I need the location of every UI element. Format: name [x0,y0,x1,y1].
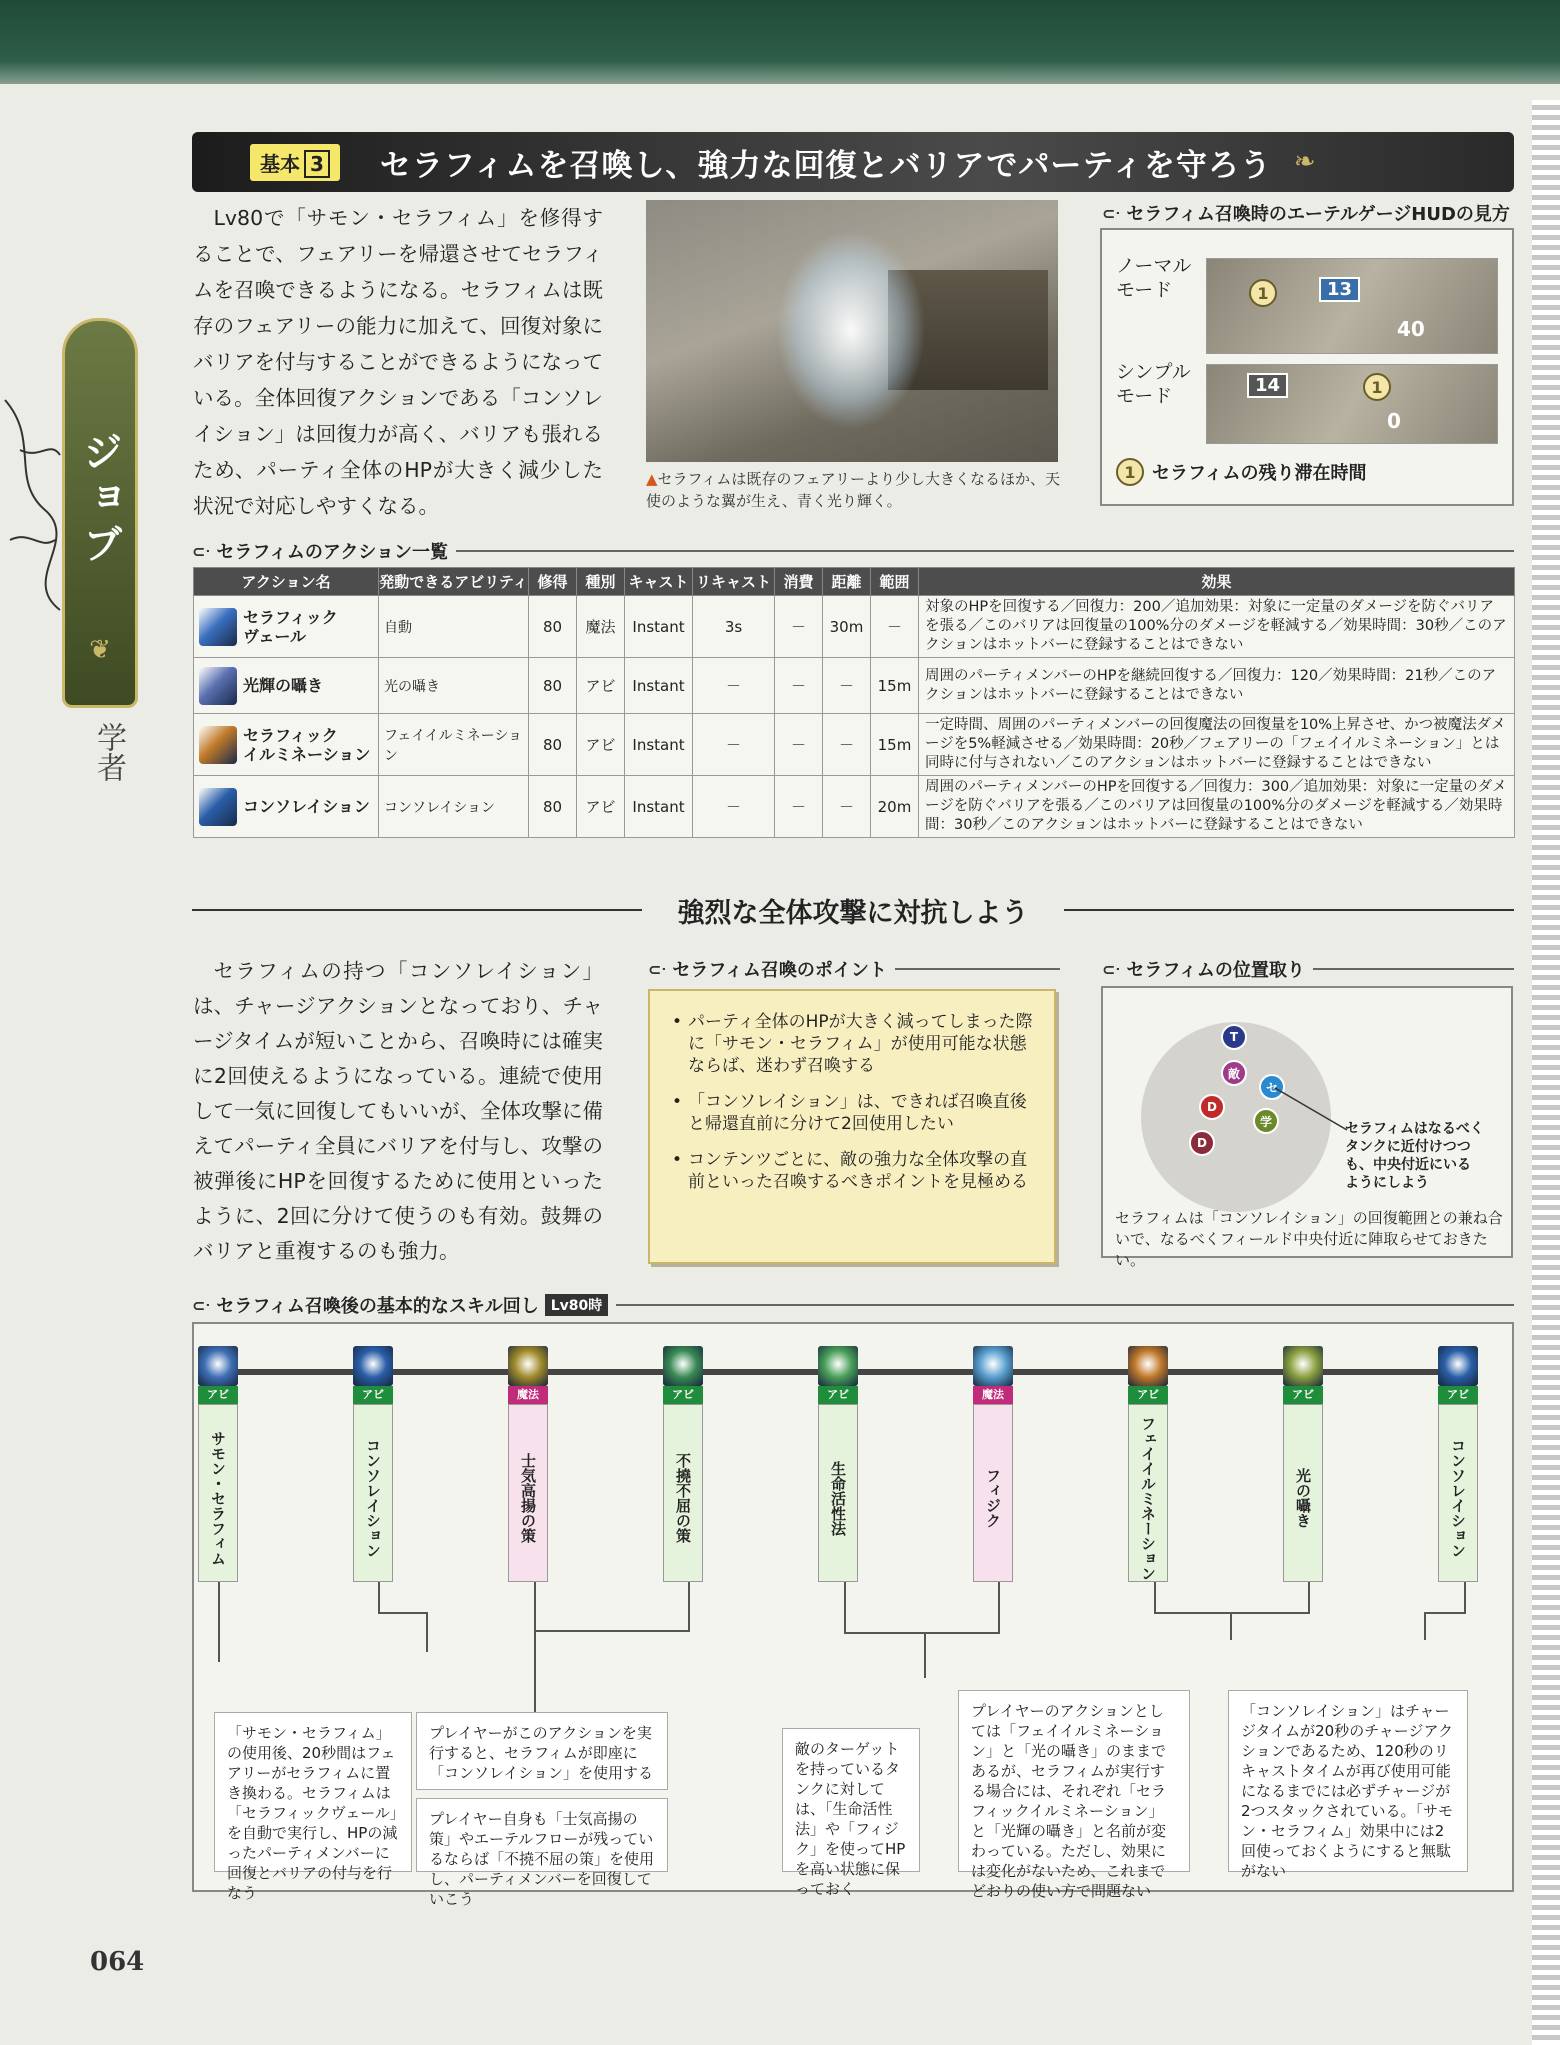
normal-mode-label: ノーマル モード [1116,255,1192,301]
marker-1: 1 [1249,279,1277,307]
hook-icon: ⊂ᐧ [192,541,211,561]
triangle-icon: ▲ [646,470,658,488]
table-cell-effect: 一定時間、周囲のパーティメンバーの回復魔法の回復量を10%上昇させ、かつ被魔法ダメージを5%軽減させる／効果時間：20秒／フェアリーの「フェイイルミネーション」とは同時に付与されない／このアクションはホットバーに登録することはできない [919,714,1515,776]
skill-icon [1283,1346,1323,1386]
table-cell-lv: 80 [529,714,577,776]
table-cell-recast: － [693,776,775,838]
skill-kind-tag: アビ [1283,1386,1323,1404]
page-number: 064 [90,1947,145,1977]
table-row [194,714,1515,776]
skill-name: サモン・セラフィム [198,1404,238,1582]
normal-mode-gauge [1206,258,1498,354]
subsection-title [192,880,1514,940]
table-cell-lv: 80 [529,776,577,838]
action-name: 光輝の囁き [243,676,324,695]
skill-kind-tag: アビ [663,1386,703,1404]
section-title: セラフィムを召喚し、強力な回復とバリアでパーティを守ろう [379,147,1272,184]
table-cell-cost: － [775,714,823,776]
position-note: セラフィムはなるべく タンクに近付けつつ も、中央付近にいる ようにしよう [1345,1121,1484,1191]
skill-kind-tag: アビ [353,1386,393,1404]
scholar-marker: 学 [1253,1108,1279,1134]
table-cell-cost: － [775,596,823,658]
table-cell-recast: 3s [693,596,775,658]
table-cell-effect: 周囲のパーティメンバーのHPを回復する／回復力：300／追加効果：対象に一定量のダメージを防ぐバリアを張る／このバリアは回復量の100%分のダメージを軽減する／効果時間：30秒／このアクションはホットバーに登録することはできない [919,776,1515,838]
table-cell-type: アビ [577,658,625,714]
position-heading: ⊂ᐧ セラフィムの位置取り [1102,956,1514,982]
basic-badge: 基本 3 [250,144,340,181]
dps-marker: D [1189,1130,1215,1156]
action-name: コンソレイション [243,797,370,816]
column-header: 修得 [529,568,577,596]
table-cell-cost: － [775,776,823,838]
level-badge: Lv80時 [545,1294,609,1316]
actions-table [193,567,1515,838]
rotation-step [1283,1346,1323,1582]
page-edge-tabs [1532,100,1560,2045]
rotation-heading: ⊂ᐧ セラフィム召喚後の基本的なスキル回し Lv80時 [192,1292,1514,1318]
action-icon [199,608,237,646]
rotation-step [1438,1346,1478,1582]
table-cell-ability: フェイイルミネーション [379,714,529,776]
column-header: 発動できるアビリティ [379,568,529,596]
fleur-icon: ❦ [89,635,111,665]
column-header: キャスト [625,568,693,596]
intro-text: Lv80で「サモン・セラフィム」を修得することで、フェアリーを帰還させてセラフィムを召喚できるようになる。セラフィムは既存のフェアリーの能力に加えて、回復対象にバリアを付与することができるようになっている。全体回復アクションである「コンソレイション」は回復力が高く、バリアも張れるため、パーティ全体のHPが大きく減少した状況で対応しやすくなる。 [193,206,603,518]
skill-kind-tag: アビ [818,1386,858,1404]
simple-mode-gauge [1206,364,1498,444]
action-icon [199,667,237,705]
subsection-title-text: 強烈な全体攻撃に対抗しよう [677,897,1029,929]
note-consolation: プレイヤーがこのアクションを実行すると、セラフィムが即座に「コンソレイション」を使用する [416,1712,668,1790]
table-row [194,596,1515,658]
table-cell-ability: コンソレイション [379,776,529,838]
marker-1b: 1 [1363,373,1391,401]
skill-name: 士気高揚の策 [508,1404,548,1582]
column-header: 範囲 [871,568,919,596]
consolation-text: セラフィムの持つ「コンソレイション」は、チャージアクションとなっており、チャージタイムが短いことから、召喚時には確実に2回使えるようになっている。連続で使用して一気に回復してもいいが、全体攻撃に備えてパーティ全員にバリアを付与し、攻撃の被弾後にHPを回復するために使用といったように、2回に分けて使うのも有効。鼓舞のバリアと重複するのも強力。 [193,959,603,1263]
table-cell-ability: 自動 [379,596,529,658]
action-icon [199,726,237,764]
skill-kind-tag: アビ [198,1386,238,1404]
skill-name: 不撓不屈の策 [663,1404,703,1582]
skill-name: コンソレイション [1438,1404,1478,1582]
normal-timer: 13 [1319,277,1360,302]
action-name: セラフィック イルミネーション [243,725,371,764]
table-cell-lv: 80 [529,658,577,714]
job-side-tab [62,318,138,708]
note-summon: 「サモン・セラフィム」の使用後、20秒間はフェアリーがセラフィムに置き換わる。セラフィムは「セラフィックヴェール」を自動で実行し、HPの減ったパーティメンバーに回復とバリアの付与を行なう [214,1712,412,1872]
hook-icon: ⊂ᐧ [192,1295,211,1315]
marker-1c: 1 [1116,458,1144,486]
rotation-step [198,1346,238,1582]
hook-icon: ⊂ᐧ [1102,959,1121,979]
table-cell-range: － [823,776,871,838]
table-cell-type: アビ [577,714,625,776]
seraph-marker: セ [1259,1074,1285,1100]
vine-ornament [0,380,70,620]
points-box [648,989,1056,1264]
skill-icon [973,1346,1013,1386]
flourish-icon: ❧ [1293,147,1316,177]
screenshot-caption: ▲セラフィムは既存のフェアリーより少し大きくなるほか、天使のような翼が生え、青く光り輝く。 [646,470,1060,510]
table-cell-cost: － [775,658,823,714]
skill-name: コンソレイション [353,1404,393,1582]
skill-name: 生命活性法 [818,1404,858,1582]
pointer-line [1273,1086,1353,1136]
table-cell-area: 15m [871,714,919,776]
action-name-cell [194,658,379,714]
table-cell-cast: Instant [625,714,693,776]
position-diagram [1101,986,1513,1269]
table-row [194,658,1515,714]
rotation-flow [192,1322,1514,1908]
rotation-step [508,1346,548,1582]
note-heal: プレイヤー自身も「士気高揚の策」やエーテルフローが残っているならば「不撓不屈の策」を使用し、パーティメンバーを回復していこう [416,1798,668,1872]
skill-icon [818,1346,858,1386]
list-item: • 「コンソレイション」は、できれば召喚直後と帰還直前に分けて2回使用したい [672,1091,1036,1135]
skill-kind-tag: 魔法 [508,1386,548,1404]
table-row [194,776,1515,838]
list-item: • パーティ全体のHPが大きく減ってしまった際に「サモン・セラフィム」が使用可能な状態ならば、迷わず召喚する [672,1011,1036,1077]
column-header: 種別 [577,568,625,596]
skill-name: 光の囁き [1283,1404,1323,1582]
table-cell-recast: － [693,658,775,714]
column-header: 消費 [775,568,823,596]
skill-kind-tag: アビ [1128,1386,1168,1404]
normal-gauge-value: 40 [1397,317,1425,341]
action-name-cell [194,714,379,776]
rotation-step [973,1346,1013,1582]
tank-marker: T [1221,1024,1247,1050]
hud-panel [1100,228,1514,506]
skill-icon [353,1346,393,1386]
skill-kind-tag: アビ [1438,1386,1478,1404]
column-header: リキャスト [693,568,775,596]
action-name-cell [194,596,379,658]
top-decorative-band [0,0,1560,110]
list-item: • コンテンツごとに、敵の強力な全体攻撃の直前といった召喚するべきポイントを見極める [672,1149,1036,1193]
note-charge: 「コンソレイション」はチャージタイムが20秒のチャージアクションであるため、120秒のリキャストタイムが再び使用可能になるまでには必ずチャージが2つスタックされている。「サモン・セラフィム」効果中には2回使っておくようにすると無駄がない [1228,1690,1468,1872]
hook-icon: ⊂ᐧ [648,959,667,979]
column-header: 効果 [919,568,1515,596]
table-cell-range: － [823,714,871,776]
skill-name: フィジク [973,1404,1013,1582]
table-cell-effect: 周囲のパーティメンバーのHPを継続回復する／回復力：120／効果時間：21秒／このアクションはホットバーに登録することはできない [919,658,1515,714]
table-cell-area: － [871,596,919,658]
note-tank: 敵のターゲットを持っているタンクに対しては、「生命活性法」や「フィジク」を使ってHPを高い状態に保っておく [782,1728,920,1872]
table-cell-ability: 光の囁き [379,658,529,714]
skill-icon [663,1346,703,1386]
enemy-marker: 敵 [1221,1060,1247,1086]
game-screenshot [646,200,1058,462]
hud-note: 1 セラフィムの残り滞在時間 [1116,458,1367,486]
table-cell-area: 15m [871,658,919,714]
action-name-cell [194,776,379,838]
simple-gauge-value: 0 [1387,409,1401,433]
table-cell-cast: Instant [625,776,693,838]
action-icon [199,788,237,826]
table-cell-type: アビ [577,776,625,838]
action-name: セラフィック ヴェール [243,607,338,646]
column-header: アクション名 [194,568,379,596]
simple-timer: 14 [1247,373,1288,398]
table-header-row [194,568,1515,596]
rotation-step [663,1346,703,1582]
table-cell-cast: Instant [625,658,693,714]
skill-icon [1128,1346,1168,1386]
points-heading: ⊂ᐧ セラフィム召喚のポイント [648,956,1060,982]
rotation-step [353,1346,393,1582]
table-cell-recast: － [693,714,775,776]
rotation-step [818,1346,858,1582]
table-cell-effect: 対象のHPを回復する／回復力：200／追加効果：対象に一定量のダメージを防ぐバリアを張る／このバリアは回復量の100%分のダメージを軽減する／効果時間：30秒／このアクションはホットバーに登録することはできない [919,596,1515,658]
skill-icon [198,1346,238,1386]
section-heading-bar [192,132,1514,192]
hook-icon: ⊂ᐧ [1102,203,1121,223]
table-cell-area: 20m [871,776,919,838]
actions-heading: ⊂ᐧ セラフィムのアクション一覧 [192,538,1514,564]
skill-icon [1438,1346,1478,1386]
table-cell-lv: 80 [529,596,577,658]
dps-marker: D [1199,1094,1225,1120]
skill-icon [508,1346,548,1386]
skill-kind-tag: 魔法 [973,1386,1013,1404]
table-cell-range: 30m [823,596,871,658]
column-header: 距離 [823,568,871,596]
position-caption: セラフィムは「コンソレイション」の回復範囲との兼ね合いで、なるべくフィールド中央付近に陣取らせておきたい。 [1115,1209,1503,1269]
seraph-glow [776,230,926,430]
job-name: 学者 [91,722,126,782]
table-cell-type: 魔法 [577,596,625,658]
skill-name: フェイイルミネーション [1128,1404,1168,1582]
side-tab-label: ジョブ [76,431,123,569]
table-cell-range: － [823,658,871,714]
simple-mode-label: シンプル モード [1116,361,1191,407]
rotation-step [1128,1346,1168,1582]
hud-heading: ⊂ᐧ セラフィム召喚時のエーテルゲージHUDの見方 [1102,203,1510,225]
table-cell-cast: Instant [625,596,693,658]
note-rename: プレイヤーのアクションとしては「フェイイルミネーション」と「光の囁き」のままであるが、セラフィムが実行する場合には、それぞれ「セラフィックイルミネーション」と「光輝の囁き」と名前が変わっている。ただし、効果には変化がないため、これまでどおりの使い方で問題ない [958,1690,1190,1872]
